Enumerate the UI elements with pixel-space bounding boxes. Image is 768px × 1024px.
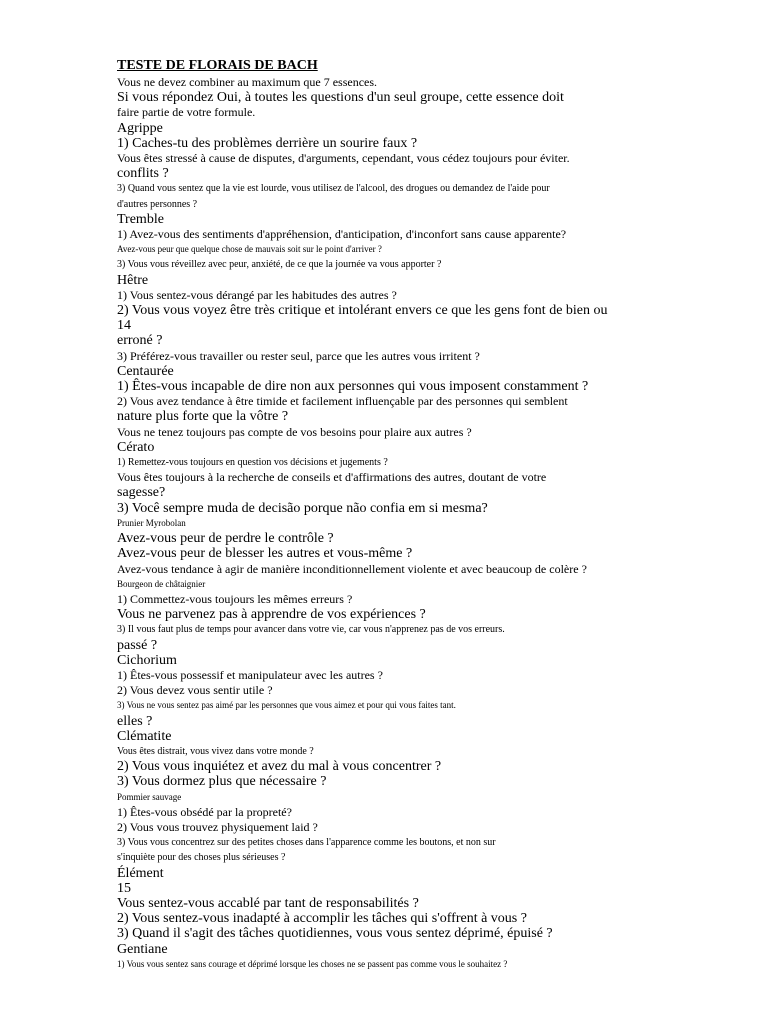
text-line: Hêtre — [117, 272, 149, 288]
text-line: Vous êtes toujours à la recherche de conseils et d'affirmations des autres, doutant de votre — [117, 470, 547, 485]
text-line: Vous ne parvenez pas à apprendre de vos expériences ? — [117, 607, 426, 623]
document-title: TESTE DE FLORAIS DE BACH — [117, 58, 318, 73]
text-line: 1) Êtes-vous obsédé par la propreté? — [117, 804, 292, 819]
text-line: Si vous répondez Oui, à toutes les questions d'un seul groupe, cette essence doit — [117, 90, 564, 106]
text-line: passé ? — [117, 637, 158, 653]
text-line: Vous ne devez combiner au maximum que 7 essences. — [117, 75, 378, 89]
text-line: Prunier Myrobolan — [117, 517, 186, 528]
text-line: Avez-vous peur de perdre le contrôle ? — [117, 531, 334, 547]
text-line: 3) Quand il s'agit des tâches quotidiennes, vous vous sentez déprimé, épuisé ? — [117, 926, 553, 942]
text-line: 2) Vous avez tendance à être timide et facilement influençable par des personnes qui semblent — [117, 394, 568, 409]
text-line: 2) Vous vous trouvez physiquement laid ? — [117, 819, 318, 834]
text-line: 1) Caches-tu des problèmes derrière un sourire faux ? — [117, 135, 418, 151]
text-line: 1) Vous vous sentez sans courage et déprimé lorsque les choses ne se passent pas comme vous le souhaitez ? — [117, 958, 508, 969]
text-line: 3) Quand vous sentez que la vie est lourde, vous utilisez de l'alcool, des drogues ou demandez de l'aide pour — [117, 183, 550, 195]
text-line: erroné ? — [117, 333, 163, 349]
text-line: s'inquiète pour des choses plus sérieuses ? — [117, 852, 286, 864]
text-line: Agrippe — [117, 120, 163, 136]
text-line: 3) Você sempre muda de decisão porque não confia em si mesma? — [117, 500, 488, 516]
text-line: sagesse? — [117, 485, 166, 501]
text-line: Bourgeon de châtaignier — [117, 578, 206, 589]
text-line: 1) Vous sentez-vous dérangé par les habitudes des autres ? — [117, 287, 397, 302]
text-line: 2) Vous sentez-vous inadapté à accomplir les tâches qui s'offrent à vous ? — [117, 911, 527, 927]
text-line: 1) Êtes-vous possessif et manipulateur avec les autres ? — [117, 667, 383, 682]
text-line: 3) Il vous faut plus de temps pour avancer dans votre vie, car vous n'apprenez pas de vos erreurs. — [117, 624, 505, 636]
text-line: Avez-vous peur de blesser les autres et vous-même ? — [117, 546, 413, 562]
text-line: 3) Vous dormez plus que nécessaire ? — [117, 774, 327, 790]
text-line: Vous êtes distrait, vous vivez dans votre monde ? — [117, 745, 314, 757]
text-line: Vous êtes stressé à cause de disputes, d'arguments, cependant, vous cédez toujours pour éviter. — [117, 151, 570, 166]
text-line: nature plus forte que la vôtre ? — [117, 409, 289, 425]
text-line: Clématite — [117, 728, 172, 744]
text-line: 2) Vous vous voyez être très critique et intolérant envers ce que les gens font de bien ou — [117, 303, 608, 319]
text-line: 1) Avez-vous des sentiments d'appréhension, d'anticipation, d'inconfort sans cause apparente? — [117, 227, 567, 242]
text-line: Centaurée — [117, 363, 174, 379]
text-line: Cichorium — [117, 652, 177, 668]
text-line: Vous ne tenez toujours pas compte de vos besoins pour plaire aux autres ? — [117, 424, 472, 439]
text-line: Avez-vous tendance à agir de manière inconditionnellement violente et avec beaucoup de colère ? — [117, 561, 587, 576]
text-line: faire partie de votre formule. — [117, 105, 256, 120]
text-line: 1) Commettez-vous toujours les mêmes erreurs ? — [117, 591, 353, 606]
text-line: 3) Vous vous concentrez sur des petites choses dans l'apparence comme les boutons, et non sur — [117, 837, 496, 849]
text-line: elles ? — [117, 713, 153, 729]
text-line: 15 — [117, 880, 131, 896]
text-line: d'autres personnes ? — [117, 198, 198, 210]
text-line: 3) Vous vous réveillez avec peur, anxiété, de ce que la journée va vous apporter ? — [117, 259, 442, 271]
text-line: conflits ? — [117, 166, 169, 182]
text-line: 1) Remettez-vous toujours en question vos décisions et jugements ? — [117, 457, 388, 469]
text-line: 14 — [117, 318, 131, 334]
text-line: 2) Vous devez vous sentir utile ? — [117, 683, 273, 698]
text-line: Gentiane — [117, 941, 168, 957]
text-line: Vous sentez-vous accablé par tant de responsabilités ? — [117, 895, 419, 911]
text-line: Cérato — [117, 439, 155, 455]
text-line: 3) Préférez-vous travailler ou rester seul, parce que les autres vous irritent ? — [117, 348, 480, 363]
text-line: Tremble — [117, 211, 164, 227]
text-line: Élément — [117, 865, 164, 881]
text-line: Avez-vous peur que quelque chose de mauvais soit sur le point d'arriver ? — [117, 244, 382, 255]
text-line: 2) Vous vous inquiétez et avez du mal à vous concentrer ? — [117, 759, 442, 775]
text-line: 1) Êtes-vous incapable de dire non aux personnes qui vous imposent constamment ? — [117, 379, 589, 395]
text-line: 3) Vous ne vous sentez pas aimé par les personnes que vous aimez et pour qui vous faites tant. — [117, 700, 456, 711]
text-line: Pommier sauvage — [117, 791, 182, 802]
document-page — [117, 56, 717, 972]
